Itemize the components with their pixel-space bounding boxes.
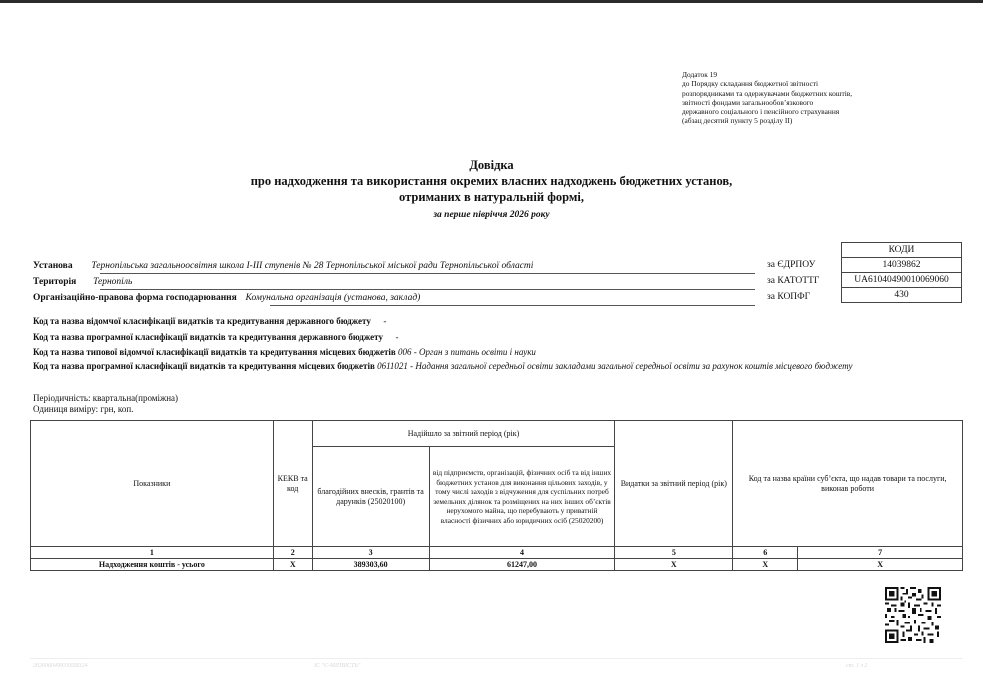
footer-page: ст. 1 з 2 (846, 663, 868, 669)
col-num-3: 3 (312, 547, 429, 559)
report-period: за перше півріччя 2026 року (433, 210, 550, 220)
territory-row (33, 277, 132, 287)
appendix-line: до Порядку складання бюджетної звітності (682, 79, 819, 89)
qr-code-icon (885, 587, 941, 643)
row-country-name: X (798, 559, 963, 571)
header-enterprises: від підприємств, організацій, фізичних осіб та від інших бюджетних установ для виконання цільових заходів, у тому числі заходів з відчуження для суспільних потреб земельних ділянок та розміщених на них інших об’єктів нерухомого майна, що перебувають у приватній власності фізичних або юридичних осіб (25020200) (429, 447, 615, 547)
dept-classification-value: - (383, 316, 387, 326)
col-num-6: 6 (733, 547, 798, 559)
header-indicators: Показники (31, 421, 274, 547)
katottg-code: UA61040490010069060 (842, 273, 962, 288)
institution-underline (100, 273, 755, 274)
col-num-1: 1 (31, 547, 274, 559)
row-name: Надходження коштів - усього (31, 559, 274, 571)
document-subtitle-2: отриманих в натуральній формі, (399, 190, 584, 204)
codes-header: КОДИ (842, 243, 962, 258)
territory-underline (100, 289, 755, 290)
legal-form-row (33, 293, 420, 303)
report-table (30, 420, 963, 571)
periodicity: Періодичність: квартальна(проміжна) (33, 393, 179, 403)
row-expenses: X (615, 559, 733, 571)
codes-table (841, 242, 962, 303)
col-num-4: 4 (429, 547, 615, 559)
typical-classification-value: 006 - Орган з питань освіти і науки (398, 347, 536, 357)
col-num-5: 5 (615, 547, 733, 559)
document-title: Довідка (469, 158, 514, 172)
kopfg-code: 430 (842, 288, 962, 303)
local-classification-label: Код та назва програмної класифікації видатків та кредитування місцевих бюджетів (33, 361, 375, 371)
footer-doc-id: 20260604993X658324 (33, 663, 88, 669)
institution-row (33, 261, 533, 271)
appendix-line: (абзац десятий пункту 5 розділу II) (682, 116, 793, 126)
document-subtitle: про надходження та використання окремих власних надходжень бюджетних установ, (250, 174, 733, 188)
institution-value: Тернопільська загальноосвітня школа І-ІІІ ступенів № 28 Тернопільської міської ради Тернопільської області (91, 261, 534, 271)
table-row (31, 559, 963, 571)
typical-classification-label: Код та назва типової відомчої класифікації видатків та кредитування місцевих бюджетів (33, 347, 396, 357)
col-num-2: 2 (273, 547, 312, 559)
institution-label: Установа (33, 261, 73, 271)
appendix-line: розпорядниками та одержувачами бюджетних коштів, (682, 88, 853, 98)
territory-value: Тернопіль (93, 277, 133, 287)
row-kekv: X (273, 559, 312, 571)
header-received: Надійшло за звітний період (рік) (312, 421, 615, 447)
legal-form-underline (270, 305, 755, 306)
prog-classification-value: - (395, 332, 399, 342)
unit-of-measure: Одиниця виміру: грн, коп. (33, 404, 134, 414)
col-num-7: 7 (798, 547, 963, 559)
dept-classification-label: Код та назва відомчої класифікації видатків та кредитування державного бюджету (33, 316, 371, 326)
edrpou-label: за ЄДРПОУ (767, 260, 816, 270)
dept-classification (33, 316, 386, 326)
local-classification-value: 0611021 - Надання загальної середньої освіти закладами загальної середньої освіти за рахунок коштів місцевого бюджету (377, 361, 853, 371)
row-charity-amount: 389303,60 (312, 559, 429, 571)
footer-system: ІС "Є-МІПВІСТЬ" (314, 663, 361, 669)
legal-form-value: Комунальна організація (установа, заклад) (245, 293, 421, 303)
prog-classification-label: Код та назва програмної класифікації видатків та кредитування державного бюджету (33, 332, 383, 342)
prog-classification (33, 332, 398, 342)
kopfg-label: за КОПФГ (767, 292, 811, 302)
window-top-border (0, 0, 983, 3)
legal-form-label: Організаційно-правова форма господарювання (33, 293, 237, 303)
territory-label: Територія (33, 277, 77, 287)
appendix-line: державного соціального і пенсійного страхування (682, 107, 840, 117)
row-country-code: X (733, 559, 798, 571)
katottg-label: за КАТОТТГ (767, 276, 820, 286)
local-classification (33, 361, 943, 372)
appendix-line: Додаток 19 (682, 70, 718, 79)
header-charity: благодійних внесків, грантів та дарунків (25020100) (312, 447, 429, 547)
header-kekv: КЕКВ та код (273, 421, 312, 547)
header-country: Код та назва країни суб’єкта, що надав товари та послуги, виконав роботи (733, 421, 963, 547)
edrpou-code: 14039862 (842, 258, 962, 273)
footer-divider (30, 658, 963, 659)
row-enterprises-amount: 61247,00 (429, 559, 615, 571)
appendix-line: звітності фондами загальнообов’язкового (682, 97, 814, 107)
header-expenses: Видатки за звітний період (рік) (615, 421, 733, 547)
typical-classification (33, 347, 536, 357)
appendix-note (682, 70, 972, 126)
